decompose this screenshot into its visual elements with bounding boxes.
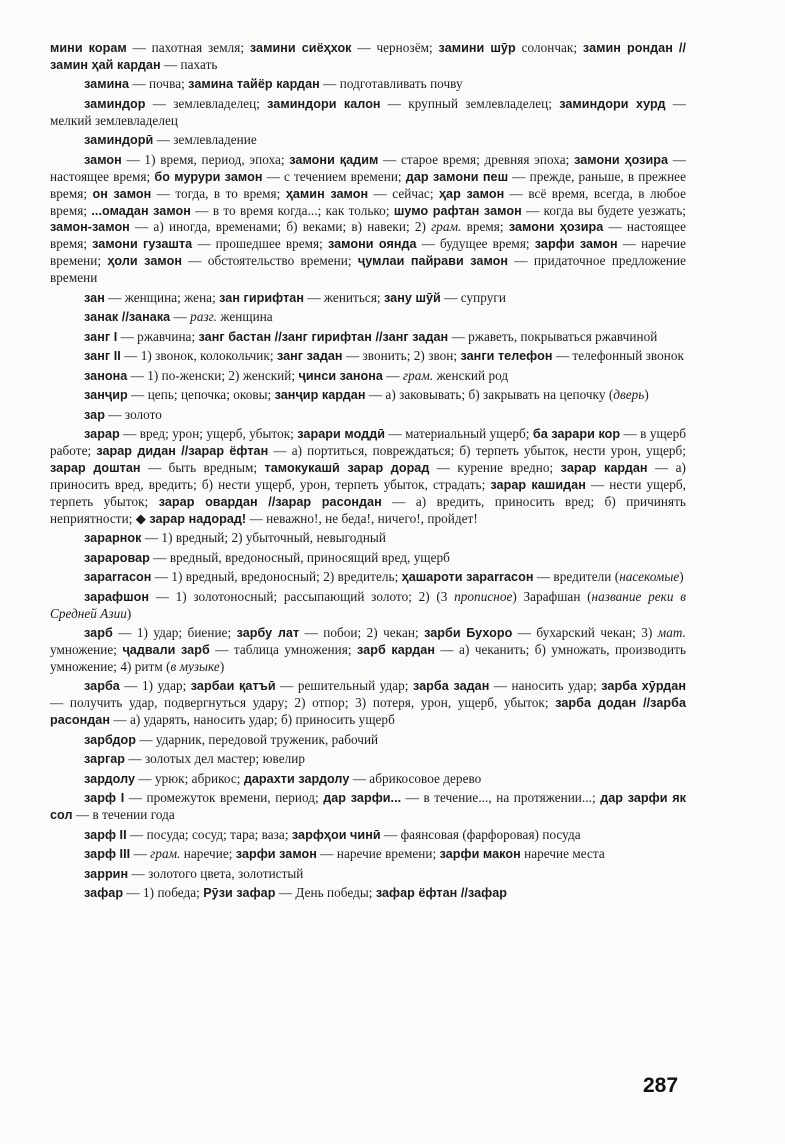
entry-headword: зарб кардан <box>357 643 435 657</box>
entry-text: — старое время; древняя эпоха; <box>378 151 575 167</box>
entry-headword: зарар дидан //зарар ёфтан <box>96 444 269 459</box>
entry-headword: ҷинси занона <box>298 368 383 383</box>
entry-text: наречие места <box>520 846 605 862</box>
entry-text: — урюк; абрикос; <box>135 770 244 786</box>
entry-text: — в течение..., на протяжении...; <box>401 790 601 806</box>
entry-text: — а) заковывать; б) закрывать на цепочку ( <box>365 387 614 403</box>
entry-text: ) <box>679 569 684 585</box>
entry-text: солончак; <box>515 40 583 55</box>
entry-headword: зарар <box>84 427 120 442</box>
dictionary-entry <box>50 407 686 424</box>
entry-headword: зарба задан <box>412 679 490 694</box>
entry-headword: замон-замон <box>50 220 130 235</box>
entry-label: грам. <box>402 367 434 383</box>
entry-headword: зарба <box>84 679 120 694</box>
entry-text: — 1) по-женски; 2) женский; <box>127 367 299 383</box>
dictionary-entry <box>50 589 686 623</box>
entry-label: прописное <box>454 588 513 604</box>
entry-headword: зарар овардан //зарар расондан <box>158 494 382 509</box>
entry-label: грам. <box>431 219 462 235</box>
entry-text: — крупный землевладелец; <box>380 95 560 111</box>
entry-text: — наносить удар; <box>489 678 602 694</box>
entry-text: — женщина; жена; <box>104 289 220 305</box>
entry-headword: занги телефон <box>460 349 553 364</box>
entry-text: ) Зарафшан ( <box>512 588 592 604</box>
entry-text: — тогда, в то время; <box>151 185 286 201</box>
entry-text: — нести ущерб, терпеть убыток; <box>50 476 686 509</box>
dictionary-entry <box>50 771 686 788</box>
entry-headword: ҳоли замон <box>107 254 182 269</box>
entry-text: женский род <box>433 367 509 383</box>
entry-headword: занг задан <box>276 349 343 364</box>
page-number: 287 <box>643 1074 679 1097</box>
entry-text: — золото <box>104 406 162 422</box>
entry-headword: зарар надорад! <box>149 511 247 526</box>
entry-headword: замони ҳозира <box>508 220 604 235</box>
entry-headword: замина тайёр кардан <box>188 77 320 92</box>
entry-headword: ба зарари кор <box>532 427 621 442</box>
entry-text: — всё время, всегда, в любое время; <box>50 185 686 218</box>
entry-text: — золотого цвета, золотистый <box>128 865 304 881</box>
dictionary-entry <box>50 530 686 547</box>
entry-headword: занона <box>84 368 128 383</box>
entry-text: — настоящее время; <box>50 219 686 252</box>
entry-headword: зарфи макон <box>439 847 521 862</box>
dictionary-entry <box>50 132 686 149</box>
entry-headword: занг бастан //занг гирифтан //занг задан <box>198 329 449 344</box>
entry-headword: занг II <box>84 349 121 364</box>
entry-headword: зарфи замон <box>235 847 317 862</box>
entry-text: время; <box>461 219 509 235</box>
entry-headword: заминдор <box>84 96 146 111</box>
dictionary-entry <box>50 827 686 844</box>
entry-text: — 1) золотоносный; рассыпающий золото; 2) (3 <box>149 588 455 604</box>
entry-label: в музыке <box>170 658 220 674</box>
dictionary-entry <box>50 152 686 287</box>
entry-text: — а) вредить, приносить вред; б) причинять неприятности; ◆ <box>50 493 686 526</box>
entry-text: — наречие времени; <box>50 236 686 269</box>
entry-headword: занг I <box>84 329 118 344</box>
entry-headword: замони гузашта <box>92 237 193 252</box>
entry-text: — мелкий землевладелец <box>50 95 686 128</box>
entry-text: — ударник, передовой труженик, рабочий <box>136 731 379 747</box>
dictionary-entry <box>50 348 686 365</box>
entry-text: — жениться; <box>304 289 384 305</box>
entry-text: — супруги <box>440 289 506 305</box>
entry-text: — ржаветь, покрываться ржавчиной <box>448 328 658 344</box>
dictionary-entry <box>50 368 686 385</box>
entry-text: — <box>130 846 151 862</box>
entry-text: — цепь; цепочка; оковы; <box>127 387 275 403</box>
entry-text: — решительный удар; <box>275 678 413 694</box>
entry-text: — наречие времени; <box>316 846 440 862</box>
entry-label: дверь <box>613 387 645 403</box>
entry-text: — День победы; <box>275 885 376 901</box>
entry-text: — в течении года <box>72 807 175 823</box>
entry-text: — быть вредным; <box>140 459 265 475</box>
dictionary-entry <box>50 625 686 676</box>
entry-headword: зарф II <box>84 827 127 842</box>
entry-headword: заминдори калон <box>267 96 381 111</box>
entry-headword: зарар кашидан <box>490 477 586 492</box>
dictionary-entry <box>50 790 686 824</box>
entry-text: — промежуток времени, период; <box>124 790 324 806</box>
dictionary-entry <box>50 76 686 93</box>
dictionary-entry <box>50 866 686 883</box>
entry-text: — обстоятельство времени; <box>181 253 358 269</box>
entry-headword: ҳар замон <box>438 186 505 201</box>
entry-headword: занҷир <box>84 388 128 403</box>
entry-text: — будущее время; <box>416 236 535 252</box>
entry-headword: занҷир кардан <box>274 388 366 403</box>
entry-headword: заргар <box>84 752 126 767</box>
entry-headword: ...омадан замон <box>91 203 191 218</box>
entry-text: — а) иногда, временами; б) веками; в) навеки; 2) <box>129 219 432 235</box>
entry-text: — 1) время, период, эпоха; <box>121 151 290 167</box>
entry-headword: замина <box>84 77 130 92</box>
entry-text: — материальный ущерб; <box>385 426 533 442</box>
entry-label: название реки в Средней Азии <box>50 588 686 621</box>
entry-headword: зарба хӯрдан <box>601 679 687 694</box>
entry-text: — 1) удар; <box>119 678 191 694</box>
entry-text: — когда вы будете уезжать; <box>521 202 686 218</box>
entry-headword: зарб <box>84 626 113 641</box>
entry-headword: ҷадвали зарб <box>122 643 210 657</box>
entry-headword: замони ҳозира <box>574 152 669 167</box>
entry-text: — 1) вредный, вредоносный; 2) вредитель; <box>151 569 402 585</box>
dictionary-entry <box>50 40 686 74</box>
entry-headword: зану шӯй <box>384 290 441 305</box>
entry-text: — придаточное предложение времени <box>50 253 687 286</box>
entry-text: — курение вредно; <box>429 459 561 475</box>
entry-text: — абрикосовое дерево <box>349 770 482 786</box>
entry-text: — а) чеканить; б) умножать, производить умножение; 4) ритм ( <box>50 642 687 674</box>
entry-text: — таблица умножения; <box>209 642 357 657</box>
entry-text: — вред; урон; ущерб, убыток; <box>119 426 298 442</box>
dictionary-entry <box>50 290 686 307</box>
entry-headword: зарф I <box>84 791 125 806</box>
entry-headword: дар зарфи як сол <box>50 791 686 823</box>
entry-label: мат. <box>657 625 686 641</box>
entry-headword: зар <box>84 407 105 422</box>
entry-headword: замони қадим <box>289 152 379 167</box>
entry-text: — 1) удар; биение; <box>112 625 237 641</box>
entry-text: — <box>382 367 403 383</box>
entry-headword: зарарнок <box>84 531 142 546</box>
entry-text: — а) ударять, наносить удар; б) приносить ущерб <box>110 712 395 728</box>
dictionary-entry <box>50 846 686 863</box>
entry-headword: ҳашароти зарarrасон <box>401 570 534 585</box>
entry-headword: зарбаи қатъӣ <box>190 679 276 694</box>
entry-headword: зан <box>84 290 105 305</box>
entry-text: — с течением времени; <box>262 168 406 184</box>
entry-headword: зарфҳои чинӣ <box>291 827 381 842</box>
entry-headword: ҳамин замон <box>285 186 369 201</box>
entry-headword: дар зарфи... <box>323 791 402 806</box>
entry-headword: зарафшон <box>84 589 150 604</box>
dictionary-entry <box>50 309 686 326</box>
entry-label: разг. <box>190 309 218 325</box>
entry-headword: замини шӯр <box>438 41 516 55</box>
entry-text: — в ущерб работе; <box>50 426 686 459</box>
entry-text: — золотых дел мастер; ювелир <box>125 751 306 767</box>
dictionary-entry <box>50 550 686 567</box>
entry-headword: зан гирифтан <box>219 290 304 305</box>
dictionary-entry <box>50 329 686 346</box>
entry-text: — пахотная земля; <box>126 40 250 55</box>
entry-text: — вредители ( <box>533 569 620 585</box>
entry-label: грам. <box>150 846 181 862</box>
entry-text: — вредный, вредоносный, приносящий вред, ущерб <box>149 549 450 565</box>
entry-text: — <box>170 309 191 325</box>
entry-text: — почва; <box>129 76 189 92</box>
entry-text: — 1) вредный; 2) убыточный, невыгодный <box>141 530 386 546</box>
dictionary-entry <box>50 732 686 749</box>
entry-headword: замини сиёҳхок <box>249 41 352 55</box>
entry-headword: заррин <box>84 866 129 881</box>
dictionary-entries <box>50 40 686 905</box>
entry-headword: бо мурури замон <box>154 169 263 184</box>
entry-headword: занак //занака <box>84 310 171 325</box>
entry-text: — получить удар, подвергнуться удару; 2) отпор; 3) потеря, урон, ущерб, убыток; <box>50 695 556 711</box>
dictionary-entry <box>50 678 686 729</box>
entry-text: — телефонный звонок <box>552 348 684 364</box>
entry-text: — 1) победа; <box>123 885 204 901</box>
entry-headword: тамокукашӣ зарар дорад <box>264 460 430 475</box>
entry-headword: зараровар <box>84 550 150 565</box>
entry-headword: зарбдор <box>84 732 136 747</box>
entry-text: — ржавчина; <box>117 328 199 344</box>
entry-text: — настоящее время; <box>50 151 687 184</box>
entry-text: наречие; <box>180 846 236 862</box>
entry-text: — сейчас; <box>368 185 439 201</box>
dictionary-entry <box>50 426 686 527</box>
entry-text: — прежде, раньше, в прежнее время; <box>50 168 686 201</box>
entry-text: — а) портиться, повреждаться; б) терпеть убыток, нести урон, ущерб; <box>268 443 686 459</box>
entry-headword: шумо рафтан замон <box>393 203 522 218</box>
entry-text: — пахать <box>160 56 218 72</box>
entry-headword: зарар доштан <box>50 460 141 475</box>
entry-headword: зарби Бухоро <box>424 626 513 641</box>
entry-text: — подготавливать почву <box>319 76 463 92</box>
entry-text: — в то время когда...; как только; <box>190 202 394 218</box>
entry-headword: замони оянда <box>327 237 417 252</box>
entry-text: — чернозём; <box>351 40 439 55</box>
entry-headword: заминдори хурд <box>559 96 666 111</box>
entry-headword: дарахти зардолу <box>243 771 350 786</box>
entry-headword: зарар кардан <box>560 460 648 475</box>
entry-headword: зарarrасон <box>84 570 152 585</box>
entry-text: — землевладение <box>153 132 257 148</box>
dictionary-entry <box>50 569 686 586</box>
entry-text: — 1) звонок, колокольчик; <box>120 348 277 364</box>
entry-text: — бухарский чекан; 3) <box>512 625 658 641</box>
entry-text: умножение; <box>50 642 123 657</box>
entry-text: — посуда; сосуд; тара; ваза; <box>126 826 292 842</box>
dictionary-entry <box>50 885 686 902</box>
entry-headword: зардолу <box>84 771 136 786</box>
entry-headword: Рӯзи зафар <box>203 886 276 901</box>
entry-headword: зафар ёфтан //зафар <box>375 886 508 901</box>
entry-text: ) <box>219 658 225 674</box>
entry-text: ) <box>644 387 649 403</box>
entry-headword: заминдорӣ <box>84 133 154 148</box>
entry-text: женщина <box>217 309 273 325</box>
entry-label: насекомые <box>619 569 680 585</box>
entry-text: — звонить; 2) звон; <box>342 348 461 364</box>
entry-text: — а) приносить вред, вредить; б) нести ущерб, урон, терпеть убыток, страдать; <box>50 459 686 492</box>
entry-text: — неважно!, не беда!, ничего!, пройдет! <box>246 510 478 526</box>
entry-headword: зарфи замон <box>534 237 618 252</box>
entry-headword: зарари моддӣ <box>297 427 386 442</box>
entry-text: — фаянсовая (фарфоровая) посуда <box>380 826 581 842</box>
entry-headword: зарба додан //зарба расондан <box>50 696 686 728</box>
entry-text: — побои; 2) чекан; <box>299 625 425 641</box>
entry-headword: зафар <box>84 886 124 901</box>
entry-text: ) <box>126 605 132 621</box>
entry-headword: ҷумлаи пайрави замон <box>357 254 509 269</box>
dictionary-entry <box>50 96 686 130</box>
entry-headword: он замон <box>92 186 152 201</box>
entry-headword: зарбу лат <box>236 626 300 641</box>
entry-headword: мини корам <box>50 41 127 55</box>
entry-headword: замин рондан //замин ҳай кардан <box>50 41 687 72</box>
dictionary-entry <box>50 751 686 768</box>
entry-headword: дар замони пеш <box>405 169 509 184</box>
entry-text: — землевладелец; <box>145 95 268 111</box>
dictionary-entry <box>50 387 686 404</box>
entry-headword: замон <box>84 152 122 167</box>
entry-text: — прошедшее время; <box>192 236 328 252</box>
entry-headword: зарф III <box>84 847 131 862</box>
